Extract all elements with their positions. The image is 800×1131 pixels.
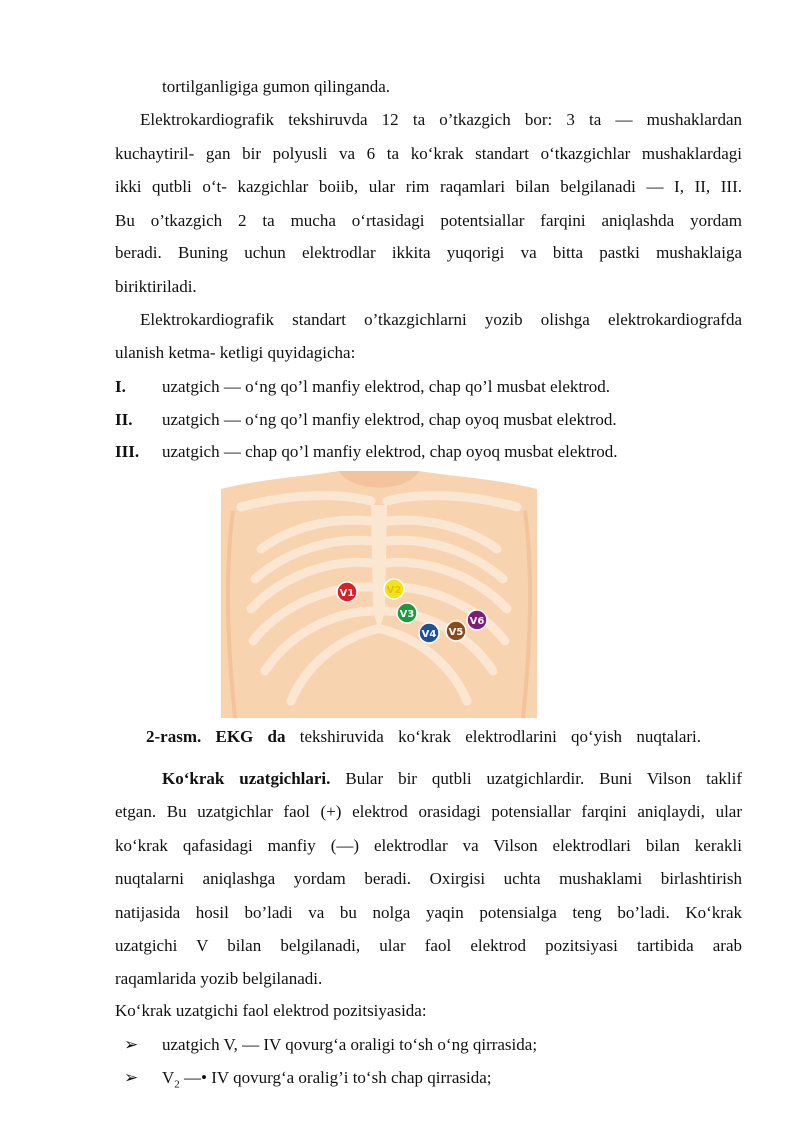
electrode-label: V4 xyxy=(421,629,437,640)
electrode-v3 xyxy=(397,603,417,623)
bullet-item: uzatgich V, — IV qovurg‘a oraligi to‘sh o‘ng qirrasida; xyxy=(162,1035,538,1054)
paragraph-line: natijasida hosil bo’ladi va bu nolga yaqin potensialga teng bo’ladi. Ko‘krak xyxy=(115,903,742,922)
bullet-item xyxy=(162,1068,492,1094)
electrode-v6 xyxy=(467,610,487,630)
electrode-v2 xyxy=(384,579,404,599)
lead-number: I. xyxy=(115,377,126,396)
bullet-subscript: 2 xyxy=(174,1078,180,1091)
lead-description: uzatgich — o‘ng qo’l manfiy elektrod, chap qo’l musbat elektrod. xyxy=(162,377,611,396)
electrode-label: V3 xyxy=(399,609,415,620)
electrode-label: V5 xyxy=(448,627,464,638)
paragraph-continuation: tortilganligiga gumon qilinganda. xyxy=(162,77,391,96)
chest-electrode-figure xyxy=(221,471,537,718)
paragraph-line: nuqtalarni aniqlashga yordam beradi. Oxirgisi uchta mushaklami birlashtirish xyxy=(115,869,742,888)
paragraph-line: ulanish ketma- ketligi quyidagicha: xyxy=(115,343,356,362)
section-heading: Ko‘krak uzatgichlari. xyxy=(162,769,331,788)
caption-label: 2-rasm. EKG da xyxy=(146,727,286,746)
paragraph-line: Bu o’tkazgich 2 ta mucha o‘rtasidagi potentsiallar farqini aniqlashda yordam xyxy=(115,211,742,230)
electrode-v4 xyxy=(419,623,439,643)
paragraph-line: etgan. Bu uzatgichlar faol (+) elektrod orasidagi potensiallar farqini aniqlaydi, ular xyxy=(115,802,742,821)
paragraph-line: Elektrokardiografik tekshiruvda 12 ta o’tkazgich bor: 3 ta — mushaklardan xyxy=(140,110,742,129)
electrode-label: V1 xyxy=(339,588,355,599)
paragraph-line: Ko‘krak uzatgichi faol elektrod pozitsiyasida: xyxy=(115,1001,427,1020)
bullet-text: —• IV qovurg‘a oralig’i to‘sh chap qirrasida; xyxy=(179,1068,492,1087)
paragraph-line: ikki qutbli o‘t- kazgichlar boiib, ular rim raqamlari bilan belgilanadi — I, II, III. xyxy=(115,177,742,196)
figure-caption xyxy=(146,727,701,747)
lead-number: II. xyxy=(115,410,133,429)
paragraph-line xyxy=(162,769,742,789)
paragraph-text: Bular bir qutbli uzatgichlardir. Buni Vilson taklif xyxy=(345,769,743,788)
electrode-v1 xyxy=(337,582,357,602)
lead-number: III. xyxy=(115,442,140,461)
electrode-label: V2 xyxy=(386,585,402,596)
lead-description: uzatgich — chap qo’l manfiy elektrod, chap oyoq musbat elektrod. xyxy=(162,442,618,461)
electrode-label: V6 xyxy=(469,616,485,627)
paragraph-line: raqamlarida yozib belgilanadi. xyxy=(115,969,323,988)
paragraph-line: uzatgichi V bilan belgilanadi, ular faol elektrod pozitsiyasi tartibida arab xyxy=(115,936,742,955)
paragraph-line: beradi. Buning uchun elektrodlar ikkita yuqorigi va bitta pastki mushaklaiga xyxy=(115,243,742,262)
bullet-text: V xyxy=(162,1068,175,1087)
lead-description: uzatgich — o‘ng qo’l manfiy elektrod, chap oyoq musbat elektrod. xyxy=(162,410,617,429)
caption-text: tekshiruvida ko‘krak elektrodlarini qo‘yish nuqtalari. xyxy=(299,727,701,746)
arrow-bullet-icon: ➢ xyxy=(124,1035,139,1054)
paragraph-line: biriktiriladi. xyxy=(115,277,197,296)
electrode-v5 xyxy=(446,621,466,641)
paragraph-line: Elektrokardiografik standart o’tkazgichlarni yozib olishga elektrokardiografda xyxy=(140,310,742,329)
paragraph-line: ko‘krak qafasidagi manfiy (—) elektrodlar va Vilson elektrodlari bilan kerakli xyxy=(115,836,742,855)
arrow-bullet-icon: ➢ xyxy=(124,1068,139,1087)
paragraph-line: kuchaytiril- gan bir polyusli va 6 ta ko‘krak standart o‘tkazgichlar mushaklardagi xyxy=(115,144,742,163)
